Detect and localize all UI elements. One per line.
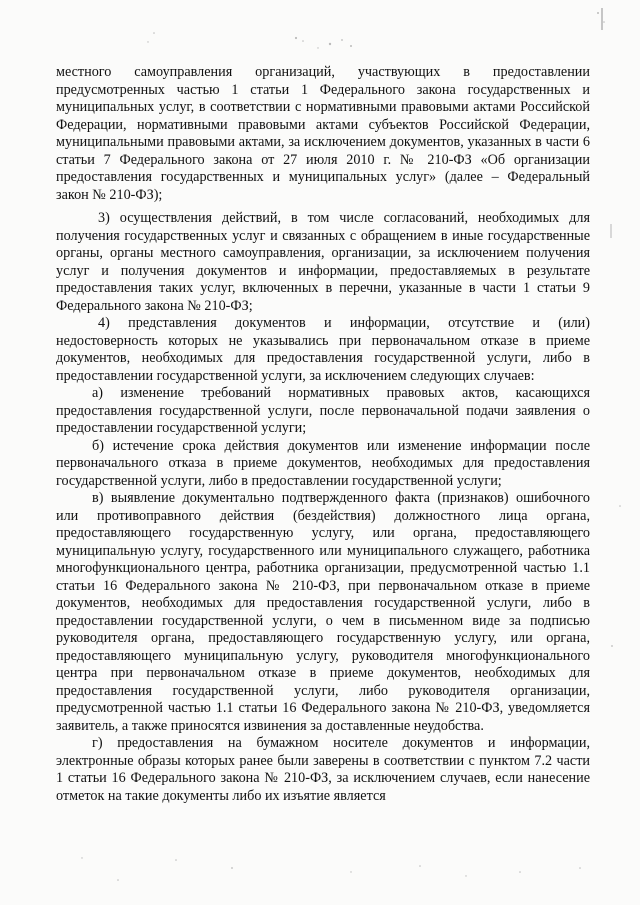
paragraph-continuation: местного самоуправления организаций, участвующих в предоставлении предусмотренных частью 1 статьи 1 Федерального закона государственных и муниципальных услуг, в соответствии с нормативными правовыми актами Российской Федерации, нормативными правовыми актами субъектов Российской Федерации, муниципальными правовыми актами, за исключением документов, указанных в части 6 статьи 7 Федерального закона от 27 июля 2010 г. № 210-ФЗ «Об организации предоставления государственных и муниципальных услуг» (далее – Федеральный закон № 210-ФЗ); bbox=[56, 64, 590, 203]
paragraph-subitem-v: в) выявление документально подтвержденного факта (признаков) ошибочного или противоправного действия (бездействия) должностного лица органа, предоставляющего государственную услугу, или органа, предоставляющего муниципальную услугу, государственного или муниципального служащего, работника многофункционального центра, работника организации, предусмотренной частью 1.1 статьи 16 Федерального закона № 210-ФЗ, при первоначальном отказе в приеме документов, необходимых для предоставления государственной услуги, либо в предоставлении государственной услуги, о чем в письменном виде за подписью руководителя органа, предоставляющего государственную услугу, или органа, предоставляющего муниципальную услугу, руководителя многофункционального центра при первоначальном отказе в приеме документов, необходимых для предоставления государственной услуги, либо руководителя организации, предусмотренной частью 1.1 статьи 16 Федерального закона № 210-ФЗ, уведомляется заявитель, а также приносятся извинения за доставленные неудобства. bbox=[56, 490, 590, 734]
paragraph-subitem-b: б) истечение срока действия документов или изменение информации после первоначального отказа в приеме документов, необходимых для предоставления государственной услуги, либо в предоставлении государственной услуги; bbox=[56, 437, 590, 489]
paragraph-item-3: 3) осуществления действий, в том числе согласований, необходимых для получения государственных услуг и связанных с обращением в иные государственные органы, органы местного самоуправления, организации, за исключением получения услуг и получения документов и информации, предоставляемых в результате предоставления таких услуг, включенных в перечни, указанные в части 1 статьи 9 Федерального закона № 210-ФЗ; bbox=[56, 210, 590, 314]
document-body bbox=[56, 64, 590, 805]
paragraph-item-4: 4) представления документов и информации, отсутствие и (или) недостоверность которых не указывались при первоначальном отказе в приеме документов, необходимых для предоставления государственной услуги, либо в предоставлении государственной услуги, за исключением следующих случаев: bbox=[56, 315, 590, 384]
paragraph-subitem-a: а) изменение требований нормативных правовых актов, касающихся предоставления государственной услуги, после первоначальной подачи заявления о предоставлении государственной услуги; bbox=[56, 385, 590, 436]
paragraph-subitem-g: г) предоставления на бумажном носителе документов и информации, электронные образы которых ранее были заверены в соответствии с пунктом 7.2 части 1 статьи 16 Федерального закона № 210-ФЗ, за исключением случаев, если нанесение отметок на такие документы либо их изъятие является bbox=[56, 735, 590, 804]
